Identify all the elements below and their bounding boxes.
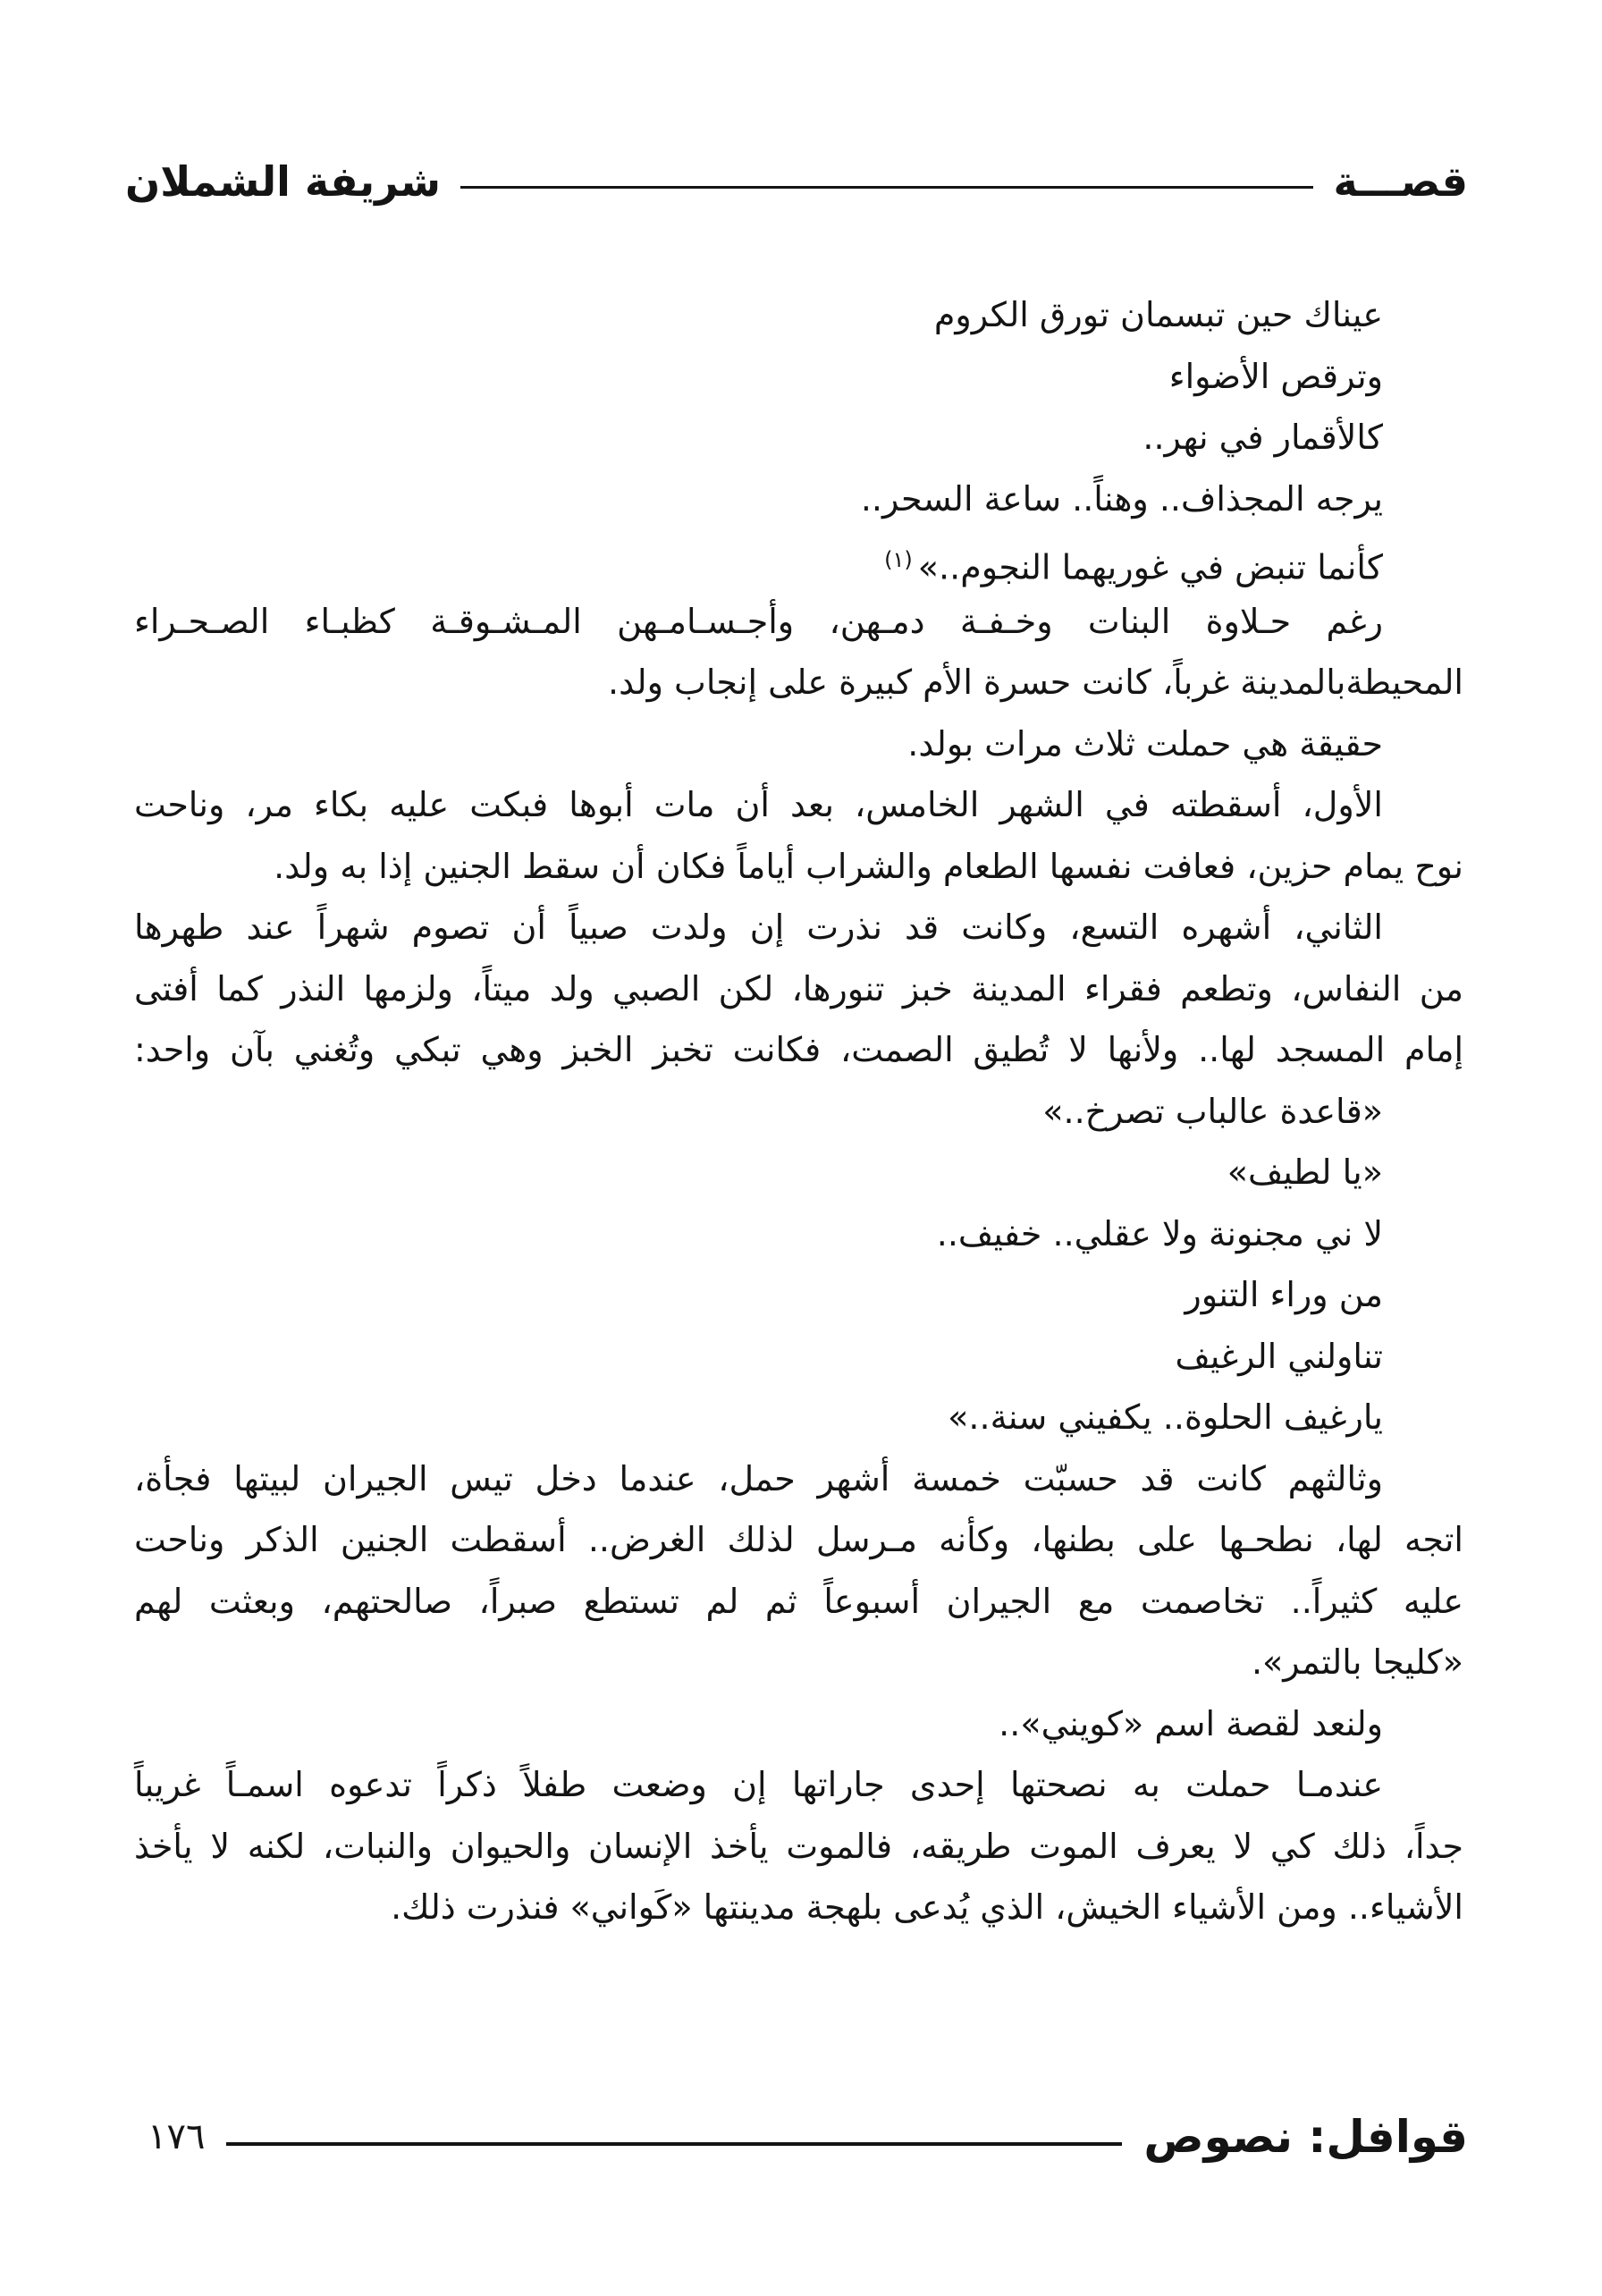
poem-line: كالأقمار في نهر..	[1142, 418, 1383, 457]
paragraph-line: رغم حـلاوة البنات وخـفـة دمـهن، وأجـسـامـهن المـشـوقـة كظبـاء الصـحـراء	[134, 601, 1383, 641]
poem-line: لا ني مجنونة ولا عقلي.. خفيف..	[936, 1213, 1383, 1254]
paragraph-line: الأشياء.. ومن الأشياء الخيش، الذي يُدعى بلهجة مدينتها «كَواني» فنذرت ذلك.	[391, 1887, 1463, 1927]
paragraph-line: المحيطةبالمدينة غرباً، كانت حسرة الأم كبيرة على إنجاب ولد.	[608, 663, 1463, 702]
poem-line: تناولني الرغيف	[1175, 1336, 1383, 1376]
paragraph-line: «كليجا بالتمر».	[1251, 1642, 1463, 1682]
poem-line: «يا لطيف»	[1227, 1152, 1383, 1192]
paragraph-line: حقيقة هي حملت ثلاث مرات بولد.	[907, 723, 1383, 764]
running-footer	[148, 2101, 1468, 2173]
paragraph-line: وثالثهم كانت قد حسبّت خمسة أشهر حمل، عندما دخل تيس الجيران لبيتها فجأة،	[134, 1458, 1383, 1498]
story-text	[134, 284, 1463, 1938]
poem-line: «قاعدة عالباب تصرخ..»	[1042, 1091, 1383, 1131]
poem-line: من وراء التنور	[1185, 1275, 1383, 1314]
header-rule	[460, 186, 1313, 189]
paragraph-line: الثاني، أشهره التسع، وكانت قد نذرت إن ولدت صبياً أن تصوم شهراً عند طهرها	[134, 907, 1383, 947]
poem-line-last	[134, 529, 1463, 591]
poem-line: يارغيف الحلوة.. يكفيني سنة..»	[948, 1397, 1383, 1437]
paragraph-line: الأول، أسقطته في الشهر الخامس، بعد أن مات أبوها فبكت عليه بكاء مر، وناحت	[134, 785, 1383, 824]
paragraph-line: إمام المسجد لها.. ولأنها لا تُطيق الصمت، فكانت تخبز الخبز وهي تبكي وتُغني بآن واحد:	[134, 1030, 1463, 1069]
footer-rule	[226, 2142, 1122, 2146]
page-number: ١٧٦	[148, 2116, 206, 2157]
author-name: شريفة الشملان	[125, 157, 442, 206]
footnote-reference: (١)	[884, 547, 913, 572]
journal-name: قوافل: نصوص	[1143, 2111, 1468, 2163]
poem-line: عيناك حين تبسمان تورق الكروم	[933, 295, 1383, 334]
section-label: قصـــة	[1333, 157, 1468, 206]
paragraph-line: اتجه لها، نطحـها على بطنها، وكأنه مـرسل لذلك الغرض.. أسقطت الجنين الذكر وناحت	[134, 1520, 1463, 1559]
poem-line: وترقص الأضواء	[1168, 356, 1383, 396]
running-header	[125, 150, 1468, 213]
paragraph-line: عندمـا حملت به نصحتها إحدى جاراتها إن وضعت طفلاً ذكراً تدعوه اسمـاً غريباً	[134, 1765, 1383, 1804]
paragraph-line: من النفاس، وتطعم فقراء المدينة خبز تنورها، لكن الصبي ولد ميتاً، ولزمها النذر كما أفتى	[134, 968, 1463, 1009]
poem-line-text: كأنما تنبض في غوريهما النجوم..»	[917, 547, 1383, 587]
paragraph-line: جداً، ذلك كي لا يعرف الموت طريقه، فالموت يأخذ الإنسان والحيوان والنبات، لكنه لا يأخذ	[134, 1826, 1463, 1866]
paragraph-line: ولنعد لقصة اسم «كويني»..	[999, 1703, 1383, 1743]
paragraph-line: عليه كثيراً.. تخاصمت مع الجيران أسبوعاً ثم لم تستطع صبراً، صالحتهم، وبعثت لهم	[134, 1581, 1463, 1621]
poem-line: يرجه المجذاف.. وهناً.. ساعة السحر..	[860, 478, 1383, 519]
paragraph-line: نوح يمام حزين، فعافت نفسها الطعام والشراب أياماً فكان أن سقط الجنين إذا به ولد.	[274, 846, 1463, 886]
